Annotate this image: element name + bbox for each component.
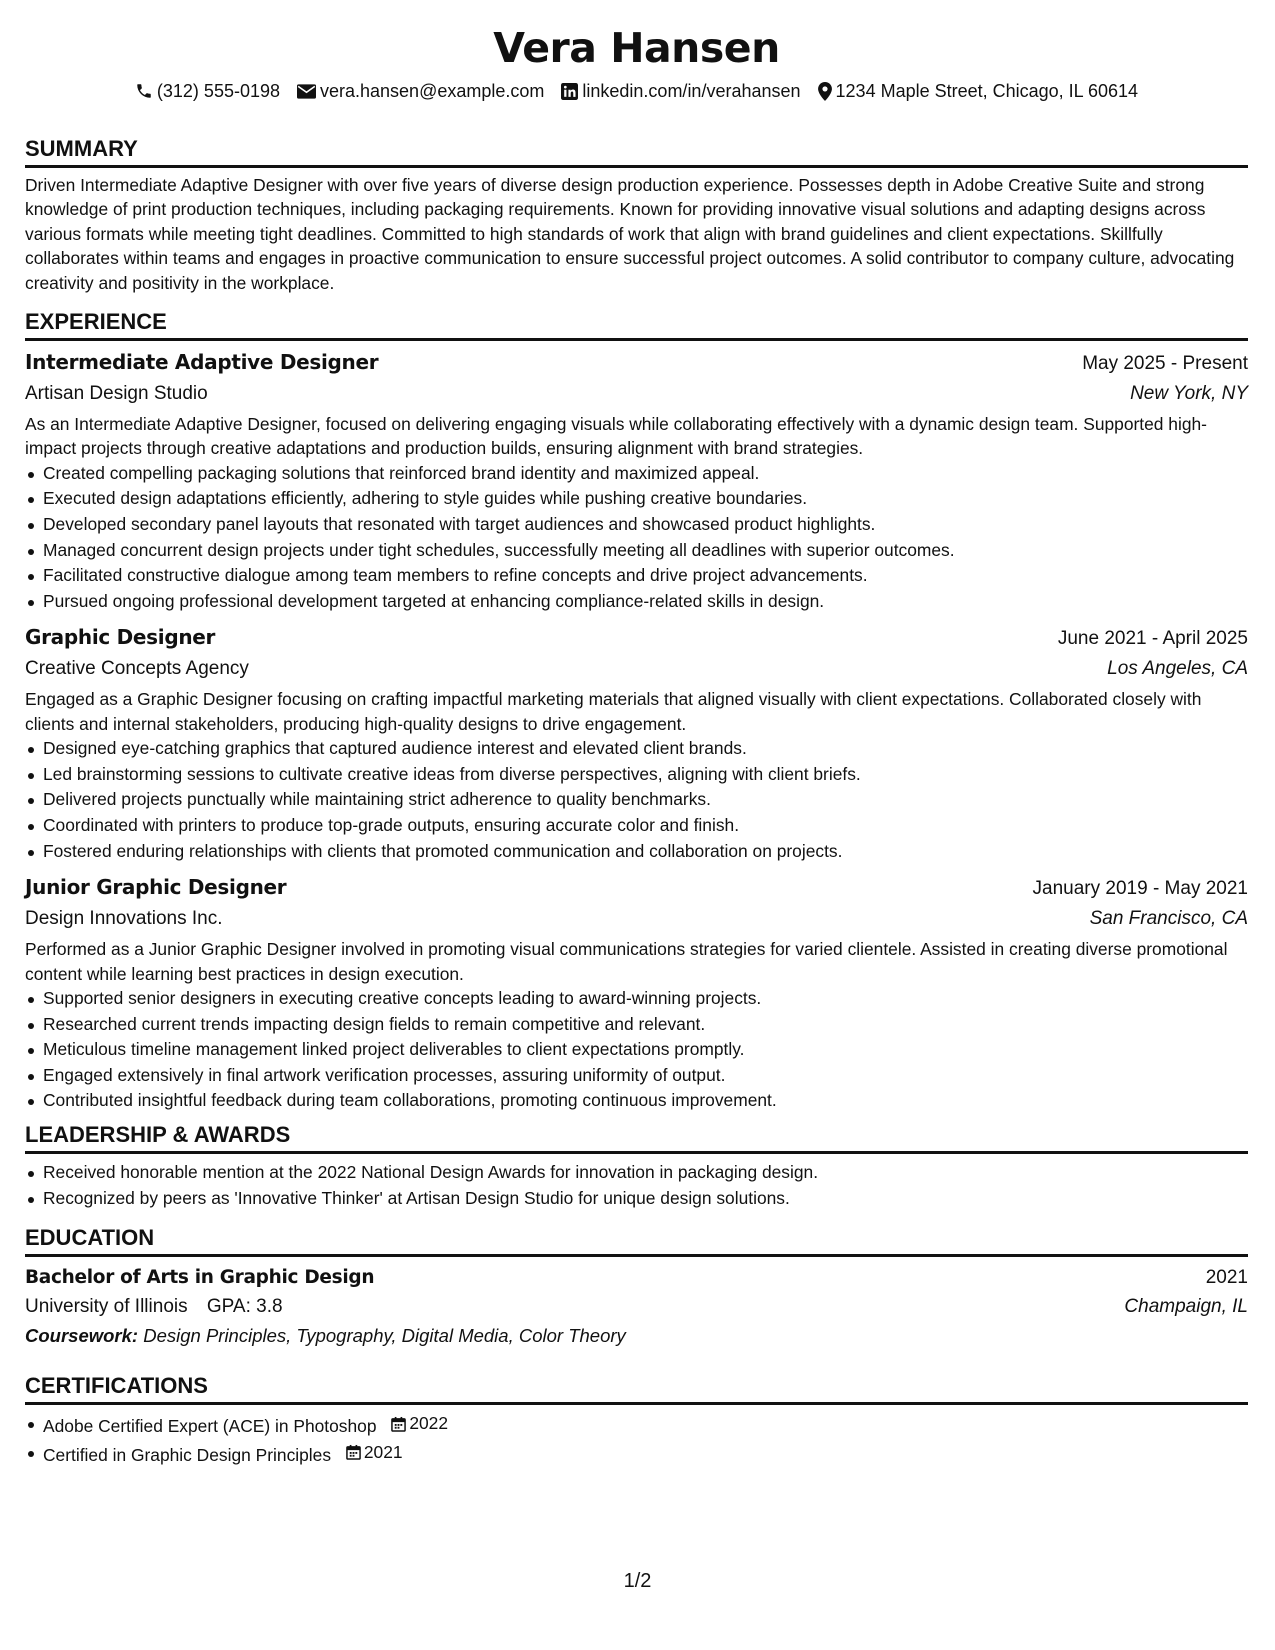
job-company: Creative Concepts Agency [25,658,249,680]
education-coursework [25,1321,1248,1351]
job-title: Graphic Designer [25,625,216,650]
job-subheader [25,904,1248,934]
job-company: Design Innovations Inc. [25,908,223,930]
education-school-line [25,1292,283,1321]
list-item: Contributed insightful feedback during team collaborations, promoting continuous improvement. [43,1088,1248,1114]
contact-phone [135,81,280,102]
experience-heading: EXPERIENCE [25,309,1248,341]
job-header [25,872,1248,904]
summary-section [25,136,1248,295]
calendar-icon [346,1444,361,1460]
list-item [43,1411,1248,1439]
job-bullets [25,461,1248,615]
job-subheader [25,654,1248,684]
map-pin-icon [818,82,832,101]
list-item: Facilitated constructive dialogue among team members to refine concepts and drive project advancements. [43,563,1248,589]
leadership-heading: LEADERSHIP & AWARDS [25,1122,1248,1154]
certifications-list [25,1411,1248,1468]
summary-text: Driven Intermediate Adaptive Designer with over five years of diverse design production experience. Possesses depth in Adobe Creative Suite and strong knowledge of print production techniques, including packaging requirements. Known for providing innovative visual solutions and adapting designs across various formats while meeting tight deadlines. Committed to high standards of work that align with brand guidelines and client expectations. Skillfully collaborates within teams and engages in proactive communication to ensure successful project outcomes. A solid contributor to company culture, advocating creativity and positivity in the workplace. [25,175,1235,293]
job-location: Los Angeles, CA [1107,658,1248,680]
contact-linkedin[interactable] [561,81,800,102]
job-dates: January 2019 - May 2021 [1032,878,1248,900]
education-subheader [25,1292,1248,1321]
list-item: Designed eye-catching graphics that captured audience interest and elevated client brands. [43,736,1248,762]
list-item: Researched current trends impacting design fields to remain competitive and relevant. [43,1012,1248,1038]
list-item: Received honorable mention at the 2022 National Design Awards for innovation in packaging design. [43,1160,1248,1186]
list-item: Fostered enduring relationships with clients that promoted communication and collaboration on projects. [43,839,1248,865]
education-header [25,1263,1248,1292]
job-title: Intermediate Adaptive Designer [25,350,379,375]
phone-icon [135,82,153,100]
list-item: Managed concurrent design projects under tight schedules, successfully meeting all deadlines with superior outcomes. [43,538,1248,564]
coursework-list: Design Principles, Typography, Digital Media, Color Theory [143,1325,626,1347]
job-location: New York, NY [1130,383,1248,405]
job-bullets [25,736,1248,864]
job-dates: May 2025 - Present [1082,353,1248,375]
phone-text: (312) 555-0198 [156,80,280,101]
page-number: 1/2 [623,1570,652,1592]
list-item: Pursued ongoing professional development targeted at enhancing compliance-related skills in design. [43,589,1248,615]
contact-address [818,81,1139,102]
leadership-bullets [25,1160,1248,1211]
calendar-icon [391,1416,406,1432]
certification-name: Certified in Graphic Design Principles [43,1444,332,1465]
list-item [43,1440,1248,1468]
job-description: Performed as a Junior Graphic Designer involved in promoting visual communications strategies for varied clientele. Assisted in creating diverse promotional content while learning best practices in design execution. [25,939,1228,984]
list-item: Supported senior designers in executing creative concepts leading to award-winning projects. [43,986,1248,1012]
contact-email[interactable] [297,81,544,102]
resume-page [25,0,1248,1468]
list-item: Led brainstorming sessions to cultivate creative ideas from diverse perspectives, aligning with client briefs. [43,762,1248,788]
certification-date [391,1411,448,1437]
job-dates: June 2021 - April 2025 [1057,628,1248,650]
education-school: University of Illinois [25,1296,188,1318]
linkedin-text[interactable]: linkedin.com/in/verahansen [582,80,801,101]
list-item: Engaged extensively in final artwork verification processes, assuring uniformity of output. [43,1063,1248,1089]
experience-section [25,309,1248,1114]
job-bullets [25,986,1248,1114]
job-header [25,347,1248,379]
job-title: Junior Graphic Designer [25,875,287,900]
job-description: As an Intermediate Adaptive Designer, focused on delivering engaging visuals while collaborating effectively with a dynamic design team. Supported high-impact projects through creative adaptations and production builds, ensuring alignment with brand strategies. [25,414,1207,459]
list-item: Developed secondary panel layouts that resonated with target audiences and showcased product highlights. [43,512,1248,538]
list-item: Recognized by peers as 'Innovative Thinker' at Artisan Design Studio for unique design solutions. [43,1186,1248,1212]
job-entry [25,872,1248,1114]
education-degree: Bachelor of Arts in Graphic Design [25,1267,375,1289]
job-header [25,622,1248,654]
candidate-name: Vera Hansen [493,24,780,72]
list-item: Coordinated with printers to produce top-grade outputs, ensuring accurate color and finish. [43,813,1248,839]
certification-year: 2021 [363,1441,403,1462]
certifications-heading: CERTIFICATIONS [25,1373,1248,1405]
leadership-section [25,1122,1248,1211]
address-text: 1234 Maple Street, Chicago, IL 60614 [835,80,1139,101]
certifications-section [25,1373,1248,1468]
job-description: Engaged as a Graphic Designer focusing on crafting impactful marketing materials that aligned visually with client expectations. Collaborated closely with clients and internal stakeholders, producing high-quality designs to drive engagement. [25,689,1202,734]
education-gpa: GPA: 3.8 [206,1296,283,1318]
education-section [25,1225,1248,1351]
linkedin-icon [561,83,578,100]
list-item: Delivered projects punctually while maintaining strict adherence to quality benchmarks. [43,787,1248,813]
certification-name: Adobe Certified Expert (ACE) in Photoshop [43,1415,377,1436]
coursework-label: Coursework: [25,1325,139,1347]
list-item: Created compelling packaging solutions that reinforced brand identity and maximized appeal. [43,461,1248,487]
education-heading: EDUCATION [25,1225,1248,1257]
contact-bar [25,78,1248,104]
education-year: 2021 [1205,1267,1248,1289]
job-location: San Francisco, CA [1089,908,1248,930]
job-entry [25,622,1248,864]
certification-year: 2022 [409,1413,449,1434]
envelope-icon [297,84,316,99]
job-entry [25,347,1248,614]
summary-heading: SUMMARY [25,136,1248,168]
list-item: Executed design adaptations efficiently, adhering to style guides while pushing creative boundaries. [43,486,1248,512]
education-location: Champaign, IL [1124,1296,1248,1318]
list-item: Meticulous timeline management linked project deliverables to client expectations promptly. [43,1037,1248,1063]
job-subheader [25,379,1248,409]
email-text[interactable]: vera.hansen@example.com [320,80,545,101]
certification-date [346,1440,403,1466]
job-company: Artisan Design Studio [25,383,208,405]
